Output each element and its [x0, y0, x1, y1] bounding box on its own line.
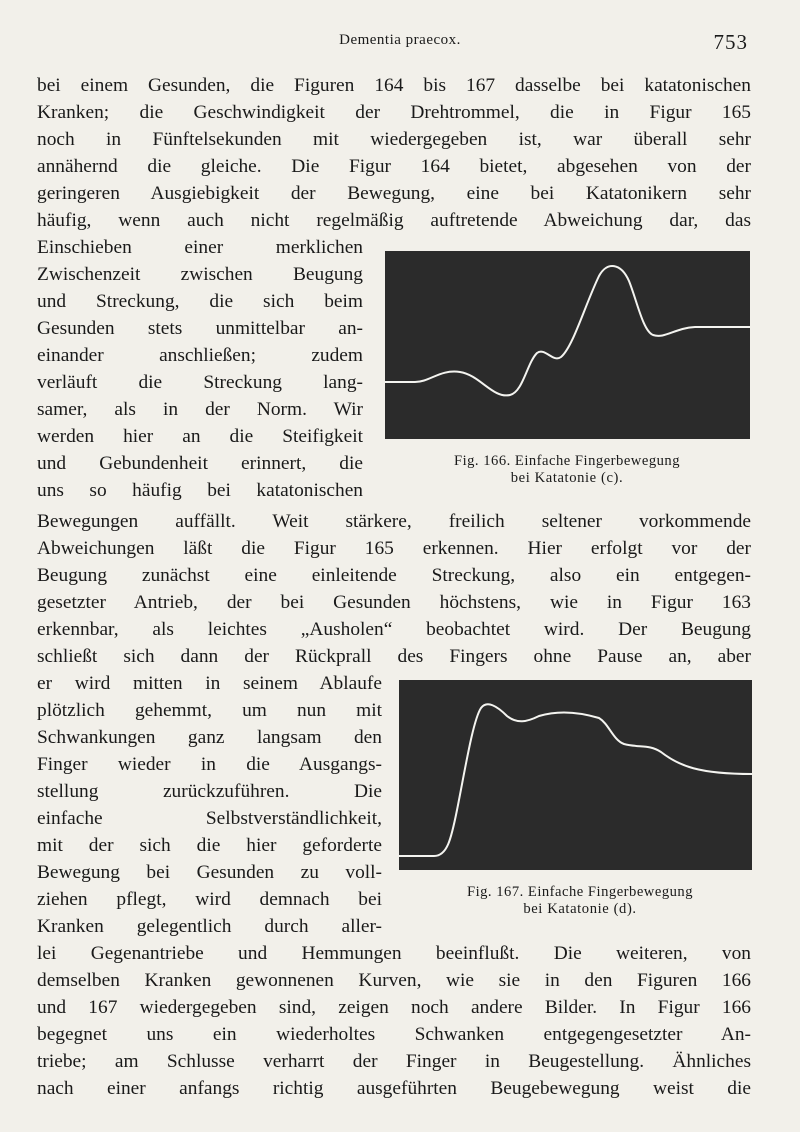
fig-167-trace	[399, 704, 752, 856]
running-title: Dementia praecox.	[339, 32, 461, 48]
text-line: lei Gegenantriebe und Hemmungen beeinflußt. Die weiteren, von	[37, 943, 751, 964]
text-line: ziehen pflegt, wird demnach bei	[37, 889, 382, 910]
text-line: werden hier an die Steifigkeit	[37, 426, 363, 447]
text-line: häufig, wenn auch nicht regelmäßig auftretende Abweichung dar, das	[37, 210, 751, 231]
text-line: Bewegungen auffällt. Weit stärkere, freilich seltener vorkommende	[37, 511, 751, 532]
text-line: uns so häufig bei katatonischen	[37, 480, 363, 501]
text-line: gesetzter Antrieb, der bei Gesunden höchstens, wie in Figur 163	[37, 592, 751, 613]
text-line: annähernd die gleiche. Die Figur 164 bietet, abgesehen von der	[37, 156, 751, 177]
text-line: einfache Selbstverständlichkeit,	[37, 808, 382, 829]
text-line: nach einer anfangs richtig ausgeführten Beugebewegung weist die	[37, 1078, 751, 1099]
text-line: Beugung zunächst eine einleitende Streckung, also ein entgegen-	[37, 565, 751, 586]
caption-line: bei Katatonie (d).	[523, 901, 637, 917]
caption-line: Fig. 167. Einfache Fingerbewegung	[466, 884, 694, 900]
text-line: verläuft die Streckung lang-	[37, 372, 363, 393]
caption-line: bei Katatonie (c).	[510, 470, 624, 486]
text-line: demselben Kranken gewonnenen Kurven, wie sie in den Figuren 166	[37, 970, 751, 991]
text-line: schließt sich dann der Rückprall des Fingers ohne Pause an, aber	[37, 646, 751, 667]
text-line: Schwankungen ganz langsam den	[37, 727, 382, 748]
text-line: stellung zurückzuführen. Die	[37, 781, 382, 802]
fig-166-trace-svg	[385, 251, 750, 439]
text-line: Einschieben einer merklichen	[37, 237, 363, 258]
text-line: noch in Fünftelsekunden mit wiedergegeben ist, war überall sehr	[37, 129, 751, 150]
text-line: Abweichungen läßt die Figur 165 erkennen. Hier erfolgt vor der	[37, 538, 751, 559]
text-line: plötzlich gehemmt, um nun mit	[37, 700, 382, 721]
text-line: samer, als in der Norm. Wir	[37, 399, 363, 420]
text-line: mit der sich die hier geforderte	[37, 835, 382, 856]
text-line: triebe; am Schlusse verharrt der Finger in Beugestellung. Ähnliches	[37, 1051, 751, 1072]
figure-166-caption	[402, 453, 732, 487]
text-line: begegnet uns ein wiederholtes Schwanken entgegengesetzter An-	[37, 1024, 751, 1045]
text-line: erkennbar, als leichtes „Ausholen“ beobachtet wird. Der Beugung	[37, 619, 751, 640]
text-line: er wird mitten in seinem Ablaufe	[37, 673, 382, 694]
text-line: Finger wieder in die Ausgangs-	[37, 754, 382, 775]
text-line: und 167 wiedergegeben sind, zeigen noch andere Bilder. In Figur 166	[37, 997, 751, 1018]
running-head	[0, 30, 800, 58]
text-line: Zwischenzeit zwischen Beugung	[37, 264, 363, 285]
text-line: und Gebundenheit erinnert, die	[37, 453, 363, 474]
fig-166-trace	[385, 266, 750, 395]
figure-167-curve	[399, 680, 752, 870]
text-line: Gesunden stets unmittelbar an-	[37, 318, 363, 339]
caption-line: Fig. 166. Einfache Fingerbewegung	[453, 453, 681, 469]
text-line: und Streckung, die sich beim	[37, 291, 363, 312]
text-line: geringeren Ausgiebigkeit der Bewegung, eine bei Katatonikern sehr	[37, 183, 751, 204]
page-number: 753	[713, 30, 748, 54]
text-line: einander anschließen; zudem	[37, 345, 363, 366]
figure-167-caption	[410, 884, 750, 918]
text-line: Kranken; die Geschwindigkeit der Drehtrommel, die in Figur 165	[37, 102, 751, 123]
text-line: bei einem Gesunden, die Figuren 164 bis 167 dasselbe bei katatonischen	[37, 75, 751, 96]
text-line: Kranken gelegentlich durch aller-	[37, 916, 382, 937]
figure-166-curve	[385, 251, 750, 439]
fig-167-trace-svg	[399, 680, 752, 870]
text-line: Bewegung bei Gesunden zu voll-	[37, 862, 382, 883]
